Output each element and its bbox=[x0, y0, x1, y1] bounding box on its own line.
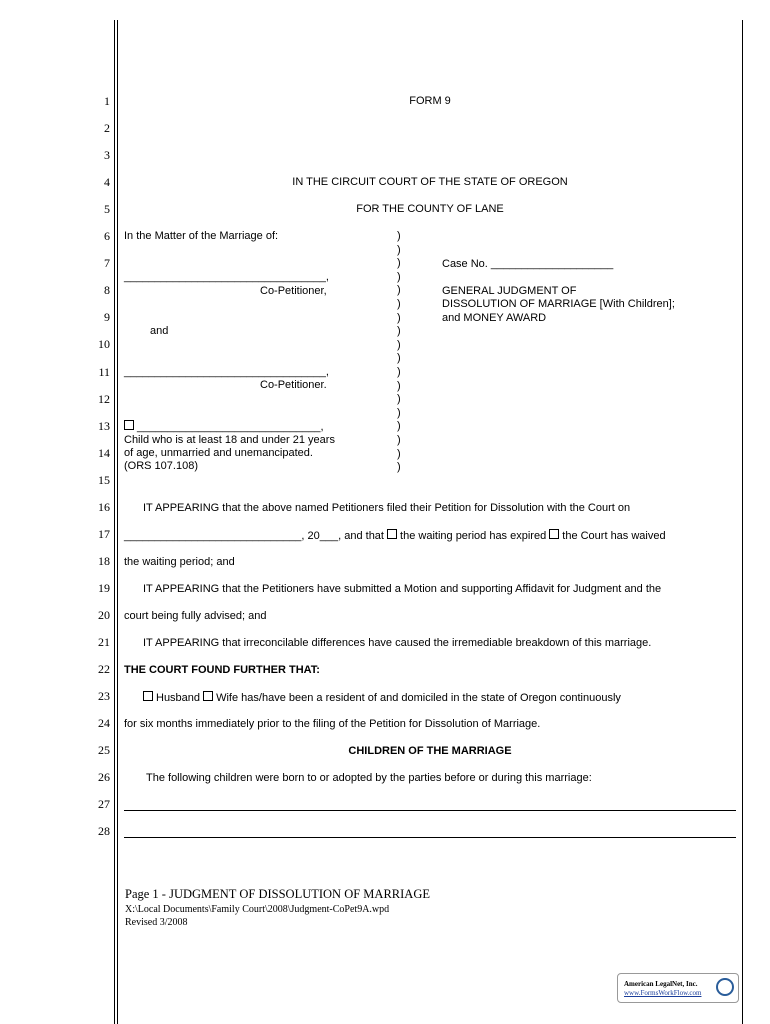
line-number: 1 bbox=[104, 94, 110, 108]
legalnet-logo[interactable] bbox=[617, 973, 739, 1003]
line-number: 22 bbox=[98, 662, 110, 677]
judgment-title-1: GENERAL JUDGMENT OF bbox=[442, 285, 577, 297]
paren: ) bbox=[397, 257, 401, 270]
line-number: 21 bbox=[98, 635, 110, 649]
line-number: 6 bbox=[104, 229, 110, 244]
child-text-2: of age, unmarried and unemancipated. bbox=[124, 447, 313, 459]
paren: ) bbox=[397, 270, 401, 283]
line-number: 25 bbox=[98, 743, 110, 758]
paren: ) bbox=[397, 379, 401, 392]
petition-date-blank: _____________________________, 20___, and that bbox=[124, 530, 384, 542]
paragraph-16: IT APPEARING that the above named Petitioners filed their Petition for Dissolution with the Court on bbox=[143, 502, 631, 514]
judgment-title-3: and MONEY AWARD bbox=[442, 312, 547, 324]
child-blank: ______________________________, bbox=[137, 421, 324, 433]
caption-parens bbox=[397, 230, 401, 475]
paragraph-26: The following children were born to or adopted by the parties before or during this marriage: bbox=[146, 772, 592, 784]
line-number: 10 bbox=[98, 337, 110, 352]
line-number: 27 bbox=[98, 797, 110, 812]
line-number: 14 bbox=[98, 445, 110, 460]
child-checkbox[interactable] bbox=[124, 420, 134, 430]
case-number: Case No. ____________________ bbox=[442, 258, 614, 270]
page-footer: Page 1 - JUDGMENT OF DISSOLUTION OF MARRIAGE bbox=[125, 887, 430, 901]
paragraph-20: court being fully advised; and bbox=[124, 610, 267, 622]
residency-text: Wife has/have been a resident of and domiciled in the state of Oregon continuously bbox=[216, 692, 621, 704]
paragraph-23 bbox=[143, 691, 621, 704]
child-text-1: Child who is at least 18 and under 21 years bbox=[124, 434, 335, 446]
paren: ) bbox=[397, 461, 401, 474]
line-number: 2 bbox=[104, 121, 110, 136]
line-number: 13 bbox=[98, 418, 110, 433]
paren: ) bbox=[397, 352, 401, 365]
waiting-waived-checkbox[interactable] bbox=[549, 529, 559, 539]
paren: ) bbox=[397, 406, 401, 419]
line-number: 8 bbox=[104, 283, 110, 298]
form-title: FORM 9 bbox=[409, 95, 451, 107]
paren: ) bbox=[397, 365, 401, 378]
line-number: 9 bbox=[104, 310, 110, 325]
line-number: 17 bbox=[98, 526, 110, 541]
logo-url[interactable]: www.FormsWorkFlow.com bbox=[624, 989, 702, 997]
copetitioner1-label: Co-Petitioner, bbox=[260, 285, 327, 297]
waiting-expired-checkbox[interactable] bbox=[387, 529, 397, 539]
paren: ) bbox=[397, 325, 401, 338]
line-number: 20 bbox=[98, 607, 110, 622]
paren: ) bbox=[397, 393, 401, 406]
left-margin-line bbox=[114, 20, 115, 1024]
left-margin-line-2 bbox=[117, 20, 118, 1024]
line-number: 24 bbox=[98, 716, 110, 731]
paren: ) bbox=[397, 420, 401, 433]
child-text-3: (ORS 107.108) bbox=[124, 460, 198, 472]
line-number: 26 bbox=[98, 770, 110, 785]
line-number: 18 bbox=[98, 553, 110, 568]
court-name: IN THE CIRCUIT COURT OF THE STATE OF OREGON bbox=[292, 176, 568, 188]
county-name: FOR THE COUNTY OF LANE bbox=[356, 203, 504, 215]
wife-checkbox[interactable] bbox=[203, 691, 213, 701]
waiting-waived-label: the Court has waived bbox=[562, 530, 666, 542]
paragraph-18: the waiting period; and bbox=[124, 556, 235, 568]
line-number: 15 bbox=[98, 472, 110, 487]
line-number: 5 bbox=[104, 202, 110, 217]
copetitioner2-label: Co-Petitioner. bbox=[260, 379, 327, 391]
judgment-title-2: DISSOLUTION OF MARRIAGE [With Children]; bbox=[442, 298, 675, 310]
line-number: 28 bbox=[98, 824, 110, 839]
line-number: 7 bbox=[104, 256, 110, 271]
line-number: 16 bbox=[98, 499, 110, 514]
paragraph-24: for six months immediately prior to the filing of the Petition for Dissolution of Marriage. bbox=[124, 718, 541, 730]
matter-label: In the Matter of the Marriage of: bbox=[124, 230, 279, 242]
paren: ) bbox=[397, 230, 401, 242]
waiting-expired-label: the waiting period has expired bbox=[400, 530, 547, 542]
paragraph-17 bbox=[124, 529, 666, 542]
line-number: 4 bbox=[104, 175, 110, 190]
paren: ) bbox=[397, 284, 401, 297]
children-blank-line-2[interactable] bbox=[124, 837, 736, 838]
paren: ) bbox=[397, 447, 401, 460]
copetitioner1-blank: _________________________________, bbox=[124, 271, 329, 283]
globe-icon bbox=[716, 978, 734, 996]
paren: ) bbox=[397, 243, 401, 256]
right-margin-line bbox=[742, 20, 743, 1024]
paren: ) bbox=[397, 433, 401, 446]
husband-label: Husband bbox=[156, 692, 201, 704]
court-found-heading: THE COURT FOUND FURTHER THAT: bbox=[124, 664, 320, 676]
child-line bbox=[124, 420, 324, 433]
husband-checkbox[interactable] bbox=[143, 691, 153, 701]
line-number: 19 bbox=[98, 580, 110, 595]
children-heading: CHILDREN OF THE MARRIAGE bbox=[348, 745, 512, 757]
paren: ) bbox=[397, 311, 401, 324]
line-number: 12 bbox=[98, 391, 110, 406]
revised-date: Revised 3/2008 bbox=[125, 917, 188, 928]
paragraph-19: IT APPEARING that the Petitioners have submitted a Motion and supporting Affidavit for Judgment and the bbox=[143, 583, 662, 595]
children-blank-line-1[interactable] bbox=[124, 810, 736, 811]
paren: ) bbox=[397, 297, 401, 310]
line-number: 3 bbox=[104, 148, 110, 163]
and-label: and bbox=[150, 325, 169, 337]
file-path: X:\Local Documents\Family Court\2008\Judgment-CoPet9A.wpd bbox=[125, 904, 390, 915]
line-number: 11 bbox=[98, 364, 110, 379]
paragraph-21: IT APPEARING that irreconcilable differences have caused the irremediable breakdown of this marriage. bbox=[143, 637, 652, 649]
logo-name: American LegalNet, Inc. bbox=[624, 980, 698, 988]
copetitioner2-blank: _________________________________, bbox=[124, 366, 329, 378]
paren: ) bbox=[397, 338, 401, 351]
line-number: 23 bbox=[98, 689, 110, 704]
